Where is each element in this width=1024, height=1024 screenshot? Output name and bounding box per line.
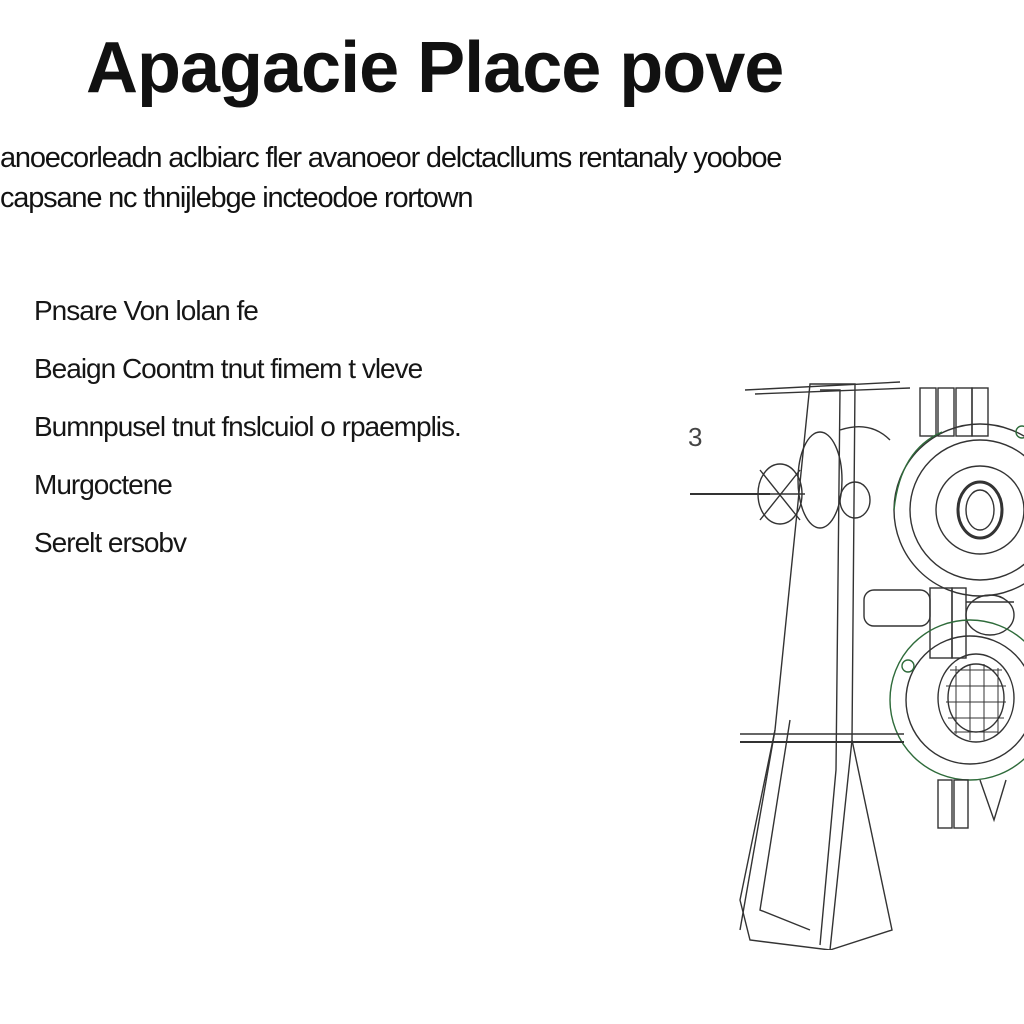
intro-paragraph <box>0 138 1024 218</box>
list-item: Murgoctene <box>34 469 172 500</box>
list-item: Pnsare Von lolan fe <box>34 295 258 326</box>
mechanical-sketch-icon <box>680 370 1024 950</box>
list-item: Bumnpusel tnut fnslcuiol o rpaemplis. <box>34 411 461 442</box>
list-item: Beaign Coontm tnut fimem t vleve <box>34 353 423 384</box>
intro-line: capsane nc thnijlebge incteodoe rortown <box>0 182 473 214</box>
page-title: Apagacie Place pove <box>86 28 784 108</box>
bullet-list <box>34 282 654 572</box>
diagram-label: 3 <box>688 422 703 452</box>
list-item: Serelt ersobv <box>34 527 186 558</box>
intro-line: anoecorleadn aclbiarc fler avanoeor delctacllums rentanaly yooboe <box>0 142 782 174</box>
